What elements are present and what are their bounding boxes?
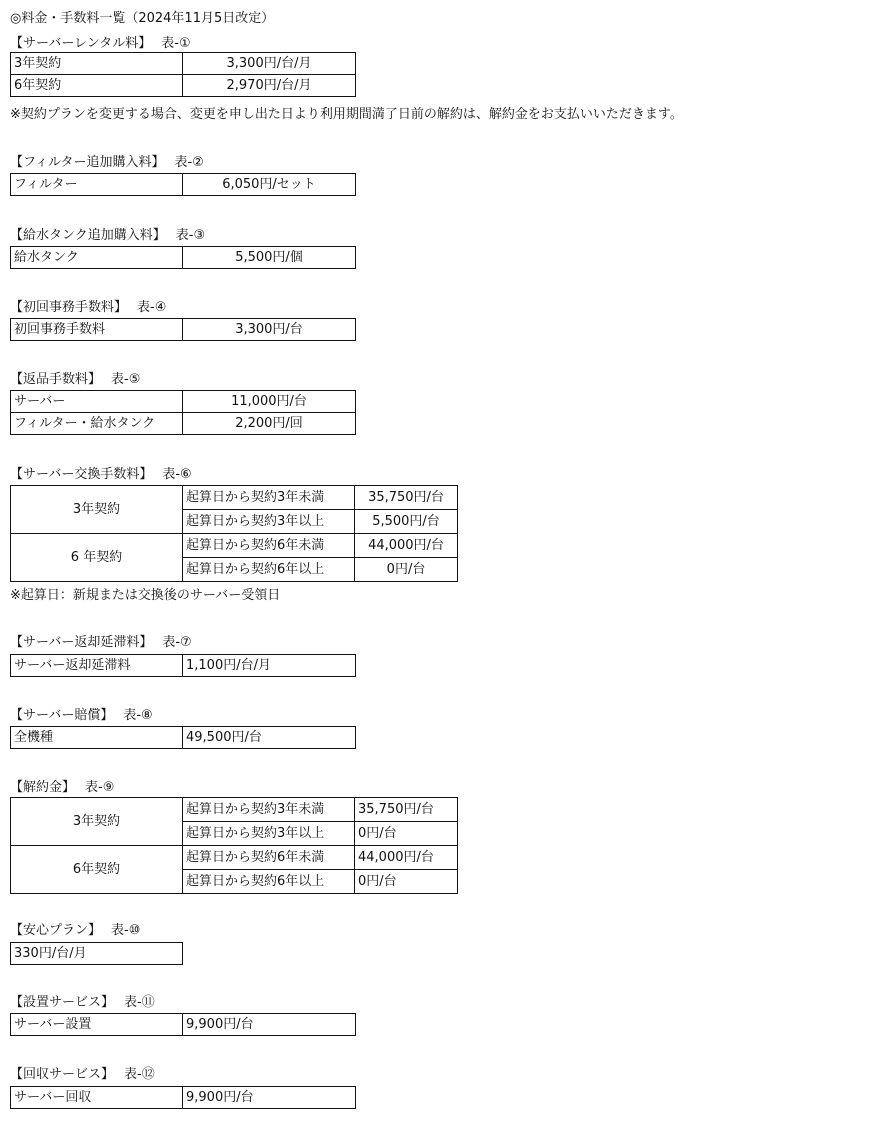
section-heading-compensation xyxy=(10,709,153,722)
table-cell: 0円/台 xyxy=(355,558,458,582)
start-date-note: ※起算日：新規または交換後のサーバー受領日 xyxy=(10,588,281,603)
table-cell: 起算日から契約3年未満 xyxy=(183,486,355,510)
server-rental-table xyxy=(10,52,356,97)
table-row xyxy=(11,53,356,75)
table-tag: 表-⑩ xyxy=(111,923,141,938)
table-cell: 9,900円/台 xyxy=(183,1014,356,1036)
table-row xyxy=(11,846,458,870)
table-cell: 2,970円/台/月 xyxy=(183,75,356,97)
table-cell: サーバー xyxy=(11,391,183,413)
table-row xyxy=(11,174,356,196)
table-tag: 表-① xyxy=(161,36,191,51)
section-heading-cancellation xyxy=(10,781,114,794)
table-cell: 初回事務手数料 xyxy=(11,319,183,341)
table-row xyxy=(11,75,356,97)
table-row xyxy=(11,413,356,435)
table-cell: 44,000円/台 xyxy=(355,846,458,870)
table-cell: 1,100円/台/月 xyxy=(183,655,356,677)
table-cell: 49,500円/台 xyxy=(183,727,356,749)
section-title: 【返品手数料】 xyxy=(10,372,102,387)
section-title: 【サーバーレンタル料】 xyxy=(10,36,152,51)
section-title: 【サーバー賠償】 xyxy=(10,708,114,723)
table-cell: 0円/台 xyxy=(355,870,458,894)
late-return-table xyxy=(10,654,356,677)
table-tag: 表-④ xyxy=(137,300,167,315)
section-title: 【サーバー交換手数料】 xyxy=(10,467,153,482)
table-cell: 6,050円/セット xyxy=(183,174,356,196)
table-cell: 35,750円/台 xyxy=(355,798,458,822)
table-cell: 起算日から契約3年未満 xyxy=(183,798,355,822)
section-heading-installation xyxy=(10,996,155,1009)
table-cell: 給水タンク xyxy=(11,247,183,269)
section-heading-filter xyxy=(10,156,204,169)
table-tag: 表-⑥ xyxy=(162,467,192,482)
contract-change-note: ※契約プランを変更する場合、変更を申し出た日より利用期間満了日前の解約は、解約金をお支払いいただきます。 xyxy=(10,107,683,122)
table-row xyxy=(11,391,356,413)
table-row xyxy=(11,655,356,677)
table-cell: サーバー返却延滞料 xyxy=(11,655,183,677)
section-heading-server-exchange xyxy=(10,468,192,481)
table-cell: 5,500円/個 xyxy=(183,247,356,269)
section-title: 【給水タンク追加購入料】 xyxy=(10,228,166,243)
section-title: 【サーバー返却延滞料】 xyxy=(10,635,153,650)
table-tag: 表-⑪ xyxy=(124,995,155,1010)
table-cell: 起算日から契約6年未満 xyxy=(183,534,355,558)
table-cell: 3,300円/台 xyxy=(183,319,356,341)
table-tag: 表-⑨ xyxy=(85,780,115,795)
table-tag: 表-⑦ xyxy=(162,635,192,650)
table-row xyxy=(11,247,356,269)
table-cell: 3年契約 xyxy=(11,53,183,75)
table-cell-group-label: 3年契約 xyxy=(11,798,183,846)
section-heading-safety-plan xyxy=(10,924,140,937)
section-heading-late-return xyxy=(10,636,192,649)
section-title: 【初回事務手数料】 xyxy=(10,300,128,315)
table-cell: 11,000円/台 xyxy=(183,391,356,413)
table-cell: 3,300円/台/月 xyxy=(183,53,356,75)
section-title: 【解約金】 xyxy=(10,780,76,795)
table-cell: 0円/台 xyxy=(355,822,458,846)
section-title: 【フィルター追加購入料】 xyxy=(10,155,165,170)
table-cell: 起算日から契約3年以上 xyxy=(183,510,355,534)
section-title: 【回収サービス】 xyxy=(10,1067,115,1082)
table-tag: 表-② xyxy=(174,155,204,170)
table-row xyxy=(11,534,458,558)
table-row xyxy=(11,1087,356,1109)
table-tag: 表-⑤ xyxy=(111,372,141,387)
table-cell: 起算日から契約3年以上 xyxy=(183,822,355,846)
table-row xyxy=(11,798,458,822)
collection-table xyxy=(10,1086,356,1109)
table-row xyxy=(11,319,356,341)
water-tank-table xyxy=(10,246,356,269)
filter-table xyxy=(10,173,356,196)
table-cell: サーバー設置 xyxy=(11,1014,183,1036)
table-tag: 表-⑫ xyxy=(124,1067,155,1082)
table-row xyxy=(11,727,356,749)
table-cell: 2,200円/回 xyxy=(183,413,356,435)
table-cell: 6年契約 xyxy=(11,75,183,97)
section-heading-initial-fee xyxy=(10,301,166,314)
section-title: 【設置サービス】 xyxy=(10,995,115,1010)
table-cell-group-label: 6 年契約 xyxy=(11,534,183,582)
installation-table xyxy=(10,1013,356,1036)
safety-plan-table xyxy=(10,942,183,965)
table-cell: 5,500円/台 xyxy=(355,510,458,534)
table-cell: 全機種 xyxy=(11,727,183,749)
cancellation-table xyxy=(10,797,458,894)
section-title: 【安心プラン】 xyxy=(10,923,102,938)
table-cell: 起算日から契約6年以上 xyxy=(183,870,355,894)
table-cell: 起算日から契約6年以上 xyxy=(183,558,355,582)
section-heading-return-fee xyxy=(10,373,140,386)
table-cell-group-label: 6年契約 xyxy=(11,846,183,894)
initial-fee-table xyxy=(10,318,356,341)
table-cell: 起算日から契約6年未満 xyxy=(183,846,355,870)
table-row xyxy=(11,943,183,965)
table-tag: 表-③ xyxy=(175,228,206,243)
table-cell-group-label: 3年契約 xyxy=(11,486,183,534)
table-cell: フィルター・給水タンク xyxy=(11,413,183,435)
table-tag: 表-⑧ xyxy=(123,708,153,723)
table-row xyxy=(11,486,458,510)
page-title: ◎料金・手数料一覧（2024年11月5日改定） xyxy=(10,11,275,26)
return-fee-table xyxy=(10,390,356,435)
table-cell: フィルター xyxy=(11,174,183,196)
table-cell: 9,900円/台 xyxy=(183,1087,356,1109)
server-exchange-table xyxy=(10,485,458,582)
table-cell: 44,000円/台 xyxy=(355,534,458,558)
section-heading-server-rental xyxy=(10,37,191,50)
section-heading-collection xyxy=(10,1068,155,1081)
table-row xyxy=(11,1014,356,1036)
compensation-table xyxy=(10,726,356,749)
table-cell: 330円/台/月 xyxy=(11,943,183,965)
section-heading-water-tank xyxy=(10,229,205,242)
table-cell: サーバー回収 xyxy=(11,1087,183,1109)
table-cell: 35,750円/台 xyxy=(355,486,458,510)
